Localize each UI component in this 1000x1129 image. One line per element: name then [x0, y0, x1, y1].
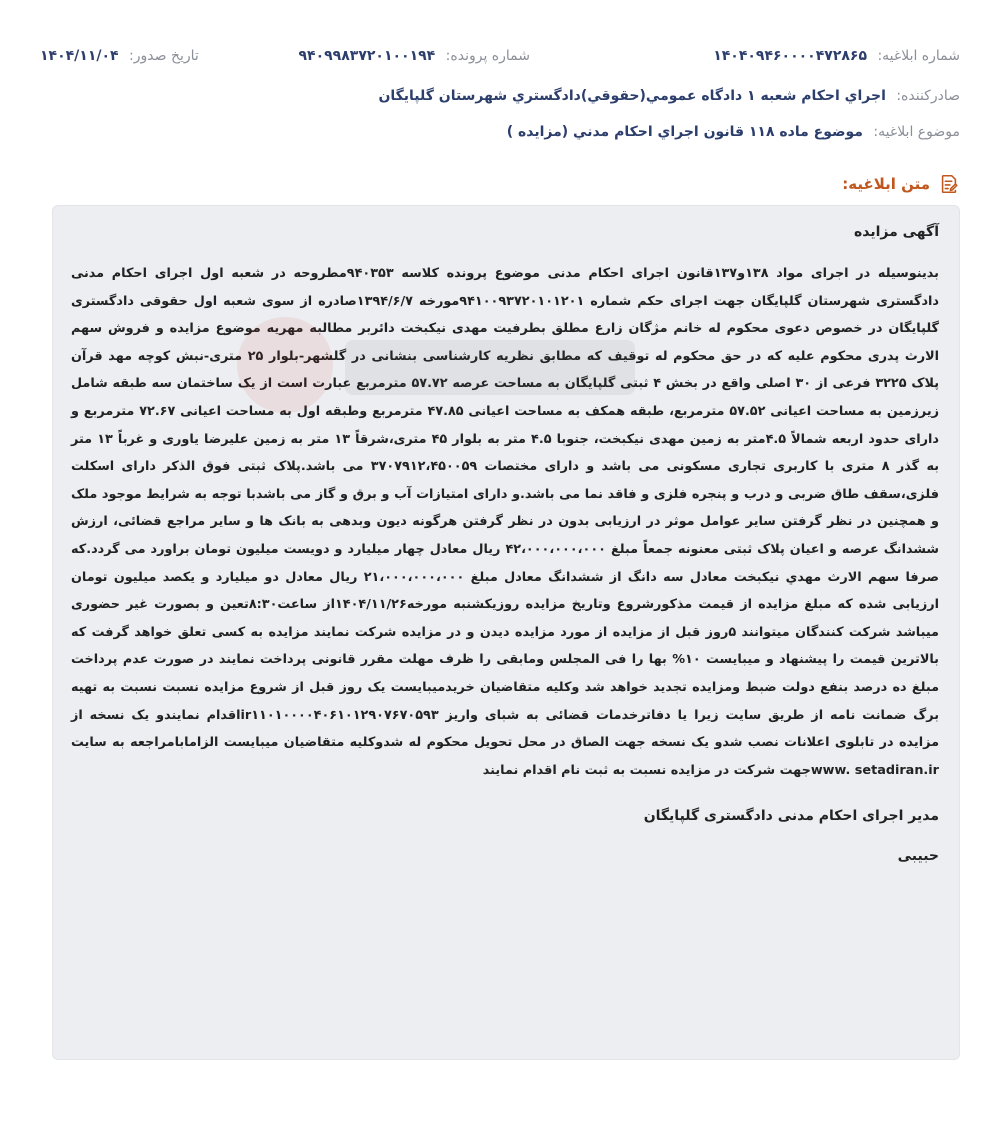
notice-text-title: متن ابلاغیه: — [842, 175, 930, 193]
notice-number-label: شماره ابلاغیه: — [877, 48, 960, 64]
issue-date-value: ۱۴۰۴/۱۱/۰۴ — [40, 48, 119, 64]
case-number-label: شماره پرونده: — [445, 48, 530, 64]
document-edit-icon — [938, 173, 960, 195]
meta-row — [40, 48, 960, 70]
subject-value: موضوع ماده ۱۱۸ قانون اجراي احکام مدني (مزايده ) — [506, 124, 863, 140]
subject-label: موضوع ابلاغیه: — [873, 124, 960, 140]
document-title: آگهی مزایده — [853, 224, 939, 240]
notice-number-value: ۱۴۰۴۰۹۴۶۰۰۰۰۴۷۲۸۶۵ — [713, 48, 867, 64]
signer-name: حبیبی — [897, 848, 939, 865]
issue-date-label: تاریخ صدور: — [129, 48, 199, 64]
notice-text-box — [52, 205, 960, 1060]
issuer-row — [40, 88, 960, 104]
issue-date — [40, 48, 199, 64]
case-number — [299, 48, 531, 64]
notice-text-header — [842, 172, 960, 196]
issuer-label: صادرکننده: — [896, 88, 960, 104]
document-body: بدینوسیله در اجرای مواد ۱۳۸و۱۳۷قانون اجرای احکام مدنی موضوع پرونده کلاسه ۹۴۰۳۵۳مطروحه در شعبه اول اجرای احکام مدنی دادگستری شهرستان گلپایگان جهت اجرای حکم شماره ۹۴۱۰۰۹۳۷۲۰۱۰۱۲۰۱مورخه ۱۳۹۴/۶/۷صادره از سوی شعبه اول حقوقی دادگستری گلپایگان در خصوص دعوی محکوم له خانم مژگان زارع مطلق بطرفیت مهدی نیکبخت دائربر مطالبه مهریه موضوع مزایده و فروش سهم الارث پدری محکوم علیه که در حق محکوم له توقیف که مطابق نظریه کارشناسی بنشانی در گلشهر-بلوار ۲۵ متری-نبش کوچه مهد قرآن پلاک ۳۲۲۵ فرعی از ۳۰ اصلی واقع در بخش ۴ ثبتی گلپایگان به مساحت عرصه ۵۷.۷۲ مترمربع عبارت است از یک ساختمان سه طبقه شامل زیرزمین به مساحت اعیانی ۵۷.۵۲ مترمربع، طبقه همکف به مساحت اعیانی ۴۷.۸۵ مترمربع وطبقه اول به مساحت اعیانی ۷۲.۶۷ مترمربع و دارای حدود اربعه شمالاً ۴.۵متر به زمین مهدی نیکبخت، جنوبا ۴.۵ متر به بلوار ۴۵ متری،شرقاً ۱۳ متر به زمین علیرضا یاوری و غرباً ۱۳ متر به گذر ۸ متری با کاربری تجاری مسکونی می باشد و دارای مختصات ۳۷۰۷۹۱۲،۴۵۰۰۵۹ می باشد.پلاک ثبتی فوق الذکر دارای اسکلت فلزی،سقف طاق ضربی و درب و پنجره فلزی و فاقد نما می باشد.و دارای امتیازات آب و برق و گاز می باشدبا توجه به شرایط موجود ملک و همچنین در نظر گرفتن سایر عوامل موثر در ارزیابی بدون در نظر گرفتن هرگونه دیون وبدهی به بانک ها و سایر مراجع قضائی، ارزش ششدانگ عرصه و اعیان پلاک ثبتی معنونه جمعاً مبلغ ۴۲،۰۰۰،۰۰۰،۰۰۰ ریال معادل چهار میلیارد و دویست میلیون تومان براورد می گردد.که صرفا سهم الارث مهدي نيکبخت معادل سه دانگ از ششدانگ معادل مبلغ ۲۱،۰۰۰،۰۰۰،۰۰۰ ریال معادل دو میلیارد و یکصد میلیون تومان ارزیابی شده که مبلغ مزایده از قیمت مذکورشروع وتاریخ مزایده روزیکشنبه مورخه۱۴۰۴/۱۱/۲۶از ساعت۸:۳۰تعین و بصورت غیر حضوری میباشد شرکت کنندگان میتوانند ۵روز قبل از مزایده از مورد مزایده دیدن و در مزایده شرکت نمایند مزایده به کسی تعلق خواهد گرفت که بالاترین قیمت را پیشنهاد و میبایست ۱۰% بها را فی المجلس ومابقی را ظرف مهلت مقرر قانونی پرداخت نمایند در صورت عدم پرداخت مبلغ ده درصد بنفع دولت ضبط ومزایده تجدید خواهد شد وکلیه متقاضیان خریدمیبایست یک روز قبل از شروع مزایده نسبت نسبت به تهیه برگ ضمانت نامه از طریق سایت زیرا یا دفاترخدمات قضائی به شبای واریز ir۱۱۰۱۰۰۰۰۴۰۶۱۰۱۲۹۰۷۶۷۰۵۹۳اقدام نمایندو یک نسخه از مزایده در تابلوی اعلانات نصب شدو یک نسخه جهت الصاق در محل تحویل محکوم له شدوکلیه متقاضیان میبایست الزامابامراجعه به سایت www. setadiran.irجهت شرکت در مزایده نسبت به ثبت نام اقدام نمایند — [71, 266, 940, 778]
notice-number — [713, 48, 960, 64]
case-number-value: ۹۴۰۹۹۸۳۷۲۰۱۰۰۱۹۴ — [298, 48, 436, 64]
subject-row — [40, 124, 960, 140]
signer-title: مدیر اجرای احکام مدنی دادگستری گلپایگان — [643, 808, 939, 825]
issuer-value: اجراي احکام شعبه ۱ دادگاه عمومي(حقوقي)دادگستري شهرستان گلپايگان — [378, 88, 886, 104]
